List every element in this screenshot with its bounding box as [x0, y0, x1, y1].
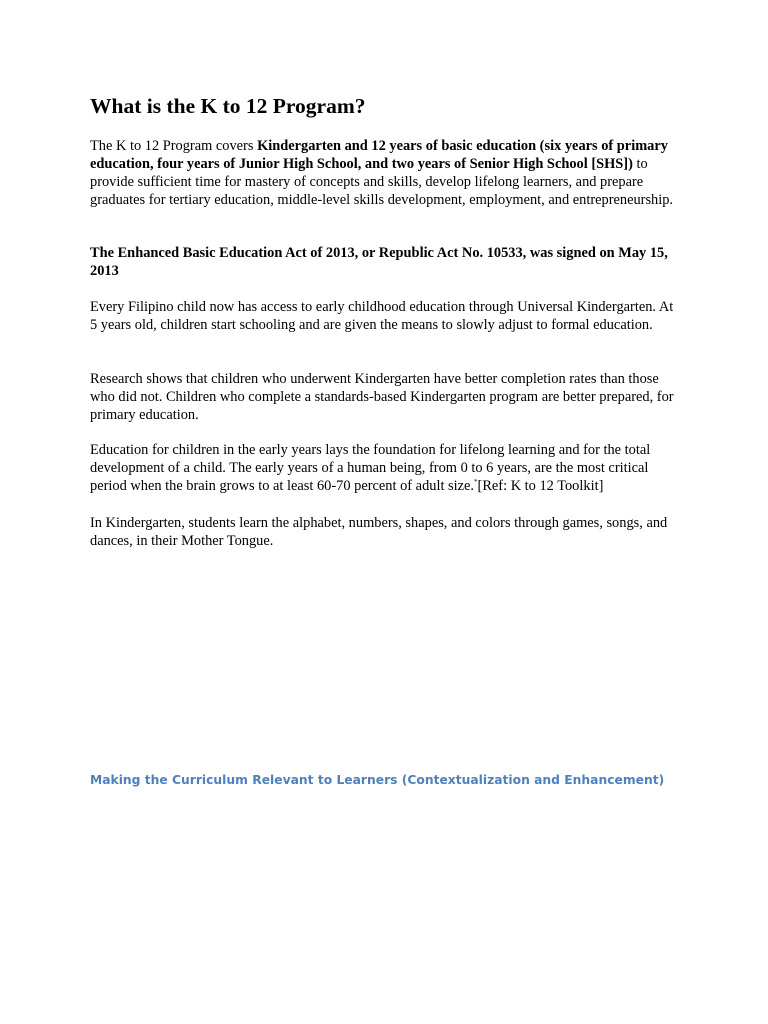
- early-years-text: Education for children in the early years lays the foundation for lifelong learning and for the total development of a child. The early years of a human being, from 0 to 6 years, are the most critical period when the brain grows to at least 60-70 percent of adult size.: [90, 442, 651, 494]
- research-paragraph: Research shows that children who underwent Kindergarten have better completion rates than those who did not. Children who complete a standards-based Kindergarten program are better prepared, for primary education.: [90, 371, 674, 423]
- curriculum-subheading: Making the Curriculum Relevant to Learners (Contextualization and Enhancement): [90, 773, 665, 787]
- page-title: What is the K to 12 Program?: [90, 94, 366, 118]
- intro-rest: to provide sufficient time for mastery of concepts and skills, develop lifelong learners, and prepare graduates for tertiary education, middle-level skills development, employment, and entrepreneurship.: [90, 156, 674, 208]
- reference-citation: [Ref: K to 12 Toolkit]: [477, 478, 604, 494]
- early-years-paragraph: [90, 441, 680, 495]
- footnote-marker: *: [474, 478, 478, 487]
- intro-lead: The K to 12 Program covers: [90, 138, 258, 154]
- act-statement: The Enhanced Basic Education Act of 2013, or Republic Act No. 10533, was signed on May 15, 2013: [90, 245, 668, 279]
- access-paragraph: Every Filipino child now has access to early childhood education through Universal Kindergarten. At 5 years old, children start schooling and are given the means to slowly adjust to formal education.: [90, 299, 674, 333]
- intro-paragraph: [90, 137, 680, 209]
- kindergarten-paragraph: In Kindergarten, students learn the alphabet, numbers, shapes, and colors through games, songs, and dances, in their Mother Tongue.: [90, 515, 668, 549]
- intro-emphasis: Kindergarten and 12 years of basic education (six years of primary education, four years of Junior High School, and two years of Senior High School [SHS]): [90, 138, 668, 172]
